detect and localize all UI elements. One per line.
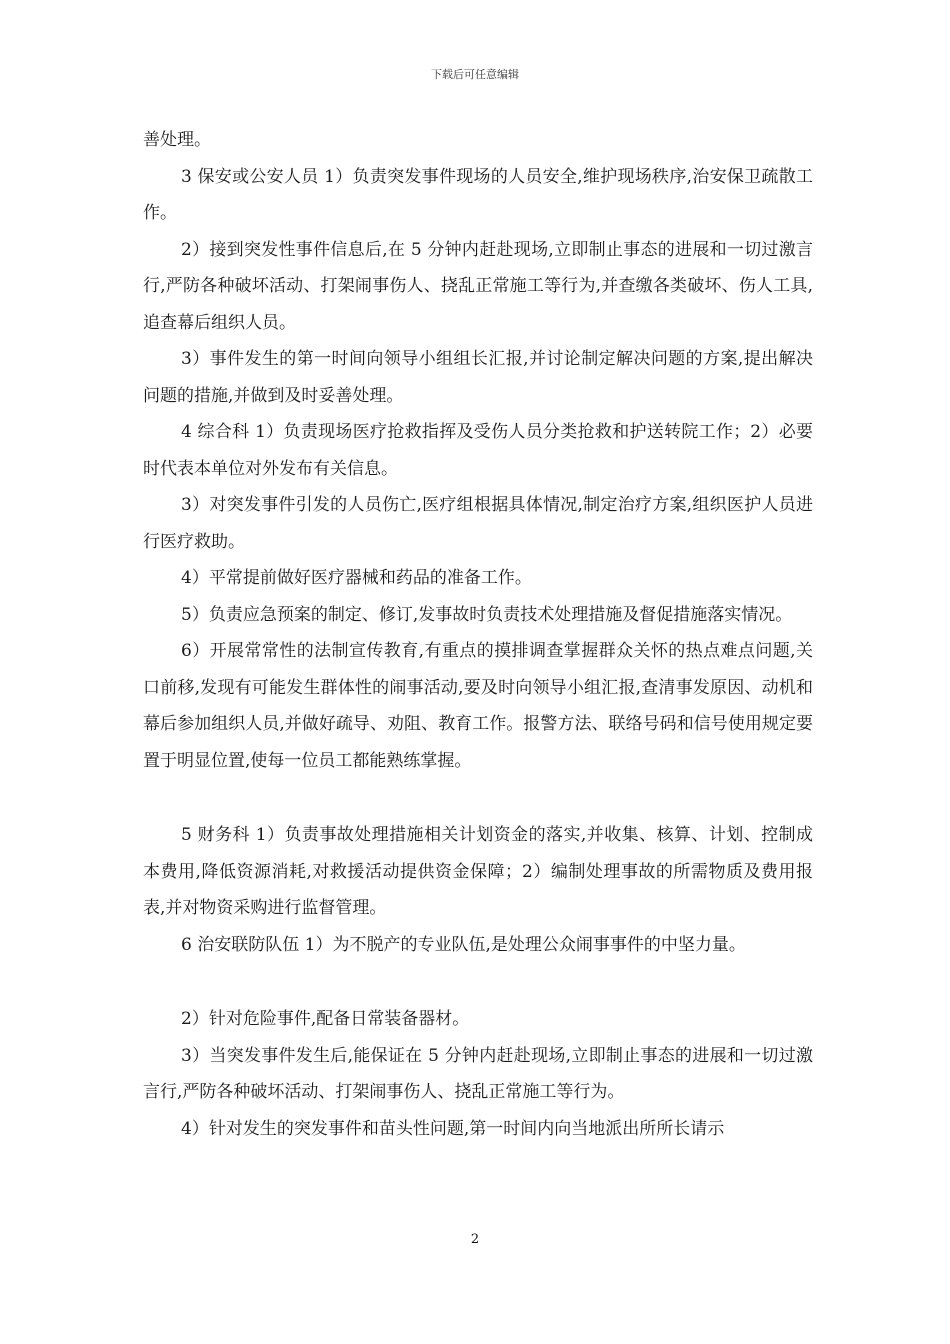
paragraph: 2）接到突发性事件信息后,在 5 分钟内赶赴现场,立即制止事态的进展和一切过激言行,严防各种破坏活动、打架闹事伤人、挠乱正常施工等行为,并查缴各类破坏、伤人工具,追查幕后组织人员。 [143,239,813,333]
paragraph-spacer [143,779,813,817]
paragraph-spacer [143,963,813,1001]
paragraph: 3）事件发生的第一时间向领导小组组长汇报,并讨论制定解决问题的方案,提出解决问题的措施,并做到及时妥善处理。 [143,349,813,406]
paragraph: 4）针对发生的突发事件和苗头性问题,第一时间内向当地派出所所长请示 [181,1118,725,1139]
paragraph: 5 财务科 1）负责事故处理措施相关计划资金的落实,并收集、核算、计划、控制成本费用,降低资源消耗,对救援活动提供资金保障；2）编制处理事故的所需物质及费用报表,并对物资采购进行监督管理。 [143,825,813,918]
page-number: 2 [470,1232,480,1247]
paragraph: 6）开展常常性的法制宣传教育,有重点的摸排调查掌握群众关怀的热点难点问题,关口前移,发现有可能发生群体性的闹事活动,要及时向领导小组汇报,查清事发原因、动机和幕后参加组织人员,并做好疏导、劝阻、教育工作。报警方法、联络号码和信号使用规定要置于明显位置,使每一位员工都能熟练掌握。 [143,641,813,771]
paragraph: 善处理。 [143,130,211,150]
paragraph: 5）负责应急预案的制定、修订,发事故时负责技术处理措施及督促措施落实情况。 [181,604,793,625]
paragraph: 3 保安或公安人员 1）负责突发事件现场的人员安全,维护现场秩序,治安保卫疏散工作。 [143,166,813,223]
paragraph: 6 治安联防队伍 1）为不脱产的专业队伍,是处理公众闹事事件的中坚力量。 [181,934,746,955]
paragraph: 4）平常提前做好医疗器械和药品的准备工作。 [181,568,532,588]
document-body [143,122,813,1147]
page-header: 下载后可任意编辑 [431,68,519,81]
paragraph: 3）当突发事件发生后,能保证在 5 分钟内赶赴现场,立即制止事态的进展和一切过激言行,严防各种破坏活动、打架闹事伤人、挠乱正常施工等行为。 [143,1045,813,1102]
paragraph: 4 综合科 1）负责现场医疗抢救指挥及受伤人员分类抢救和护送转院工作；2）必要时代表本单位对外发布有关信息。 [143,422,813,479]
paragraph: 3）对突发事件引发的人员伤亡,医疗组根据具体情况,制定治疗方案,组织医护人员进行医疗救助。 [143,495,813,552]
paragraph: 2）针对危险事件,配备日常装备器材。 [181,1009,470,1029]
